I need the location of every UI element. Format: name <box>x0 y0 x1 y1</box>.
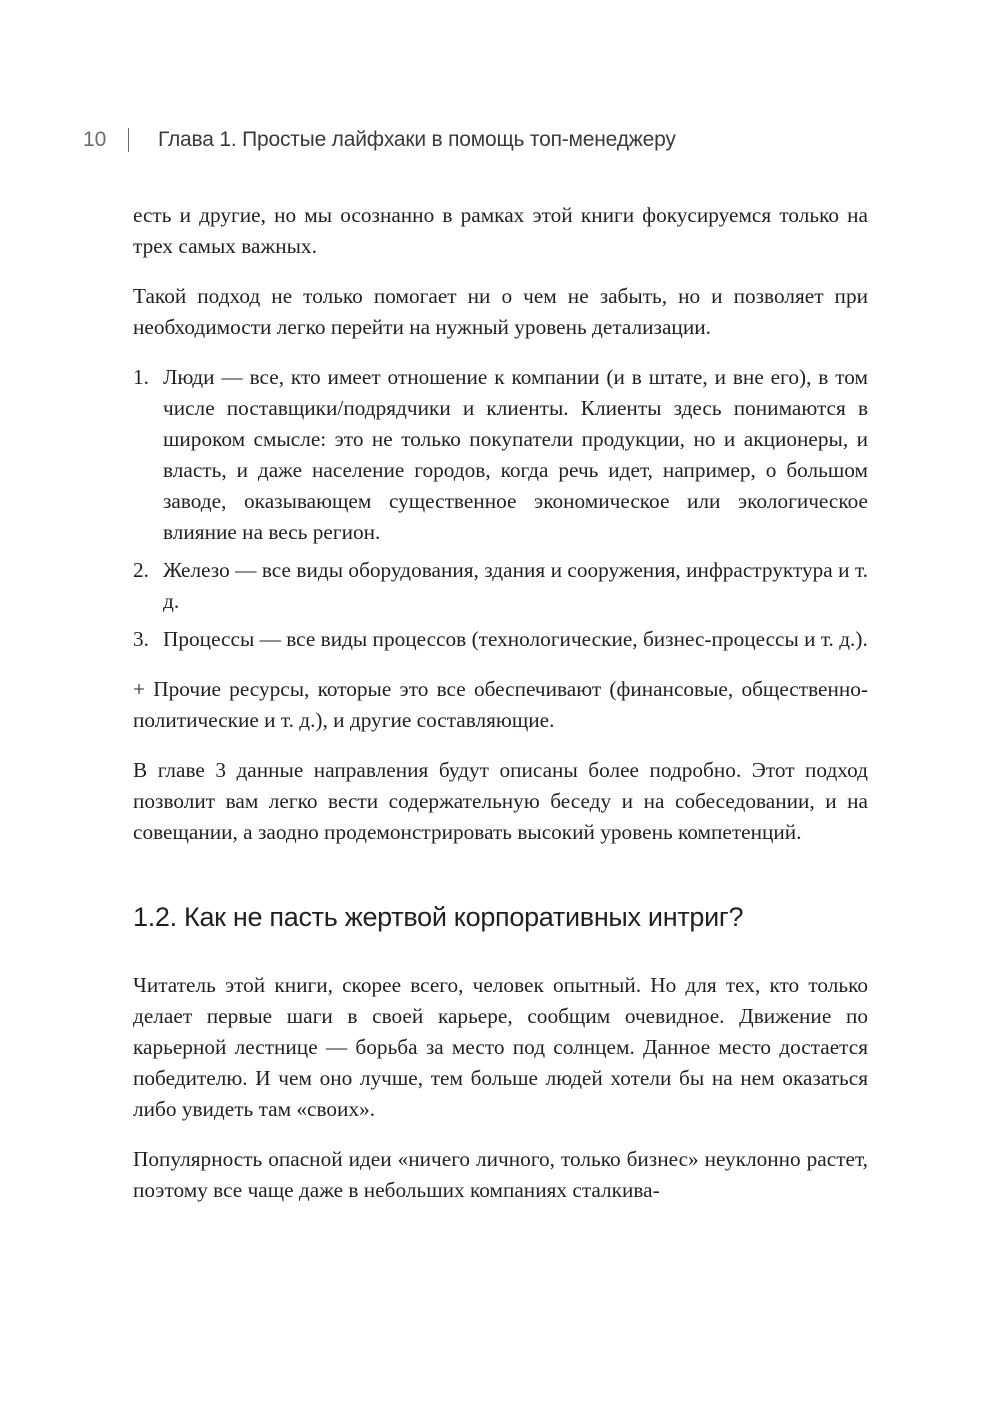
chapter-title: Глава 1. Простые лайфхаки в помощь топ-менеджеру <box>158 128 676 151</box>
body-paragraph: Читатель этой книги, скорее всего, человек опытный. Но для тех, кто только делает первые шаги в своей карьере, сообщим очевидное. Движение по карьерной лестнице — борьба за место под солнцем. Данное место достается победителю. И чем оно лучше, тем больше людей хотели бы на нем оказаться либо увидеть там «своих». <box>133 973 868 1121</box>
list-item-number: 2. <box>133 558 149 582</box>
list-item-number: 1. <box>133 365 149 389</box>
body-paragraph: есть и другие, но мы осознанно в рамках этой книги фокусируемся только на трех самых важных. <box>133 203 868 258</box>
header-divider <box>128 128 129 152</box>
list-item <box>133 624 868 655</box>
body-paragraph: + Прочие ресурсы, которые это все обеспечивают (финансовые, общественно-политические и т. д.), и другие составляющие. <box>133 677 868 732</box>
list-item-text: Процессы — все виды процессов (технологические, бизнес-процессы и т. д.). <box>163 627 868 651</box>
list-item-text: Железо — все виды оборудования, здания и сооружения, инфраструктура и т. д. <box>163 558 868 613</box>
page-number: 10 <box>83 128 107 151</box>
body-paragraph: Популярность опасной идеи «ничего личного, только бизнес» неуклонно растет, поэтому все чаще даже в небольших компаниях сталкива- <box>133 1147 868 1202</box>
running-header <box>83 124 676 156</box>
numbered-list <box>133 362 868 655</box>
list-item-text: Люди — все, кто имеет отношение к компании (и в штате, и вне его), в том числе поставщики/подрядчики и клиенты. Клиенты здесь понимаются в широком смысле: это не только покупатели продукции, но и акционеры, и власть, и даже население городов, когда речь идет, например, о большом заводе, оказывающем существенное экономическое или экологическое влияние на весь регион. <box>163 365 868 544</box>
body-paragraph: В главе 3 данные направления будут описаны более подробно. Этот подход позволит вам легко вести содержательную беседу и на собеседовании, и на совещании, а заодно продемонстрировать высокий уровень компетенций. <box>133 758 868 844</box>
list-item <box>133 362 868 548</box>
list-item <box>133 555 868 617</box>
section-heading: 1.2. Как не пасть жертвой корпоративных интриг? <box>133 902 744 932</box>
list-item-number: 3. <box>133 627 149 651</box>
body-paragraph: Такой подход не только помогает ни о чем не забыть, но и позволяет при необходимости легко перейти на нужный уровень детализации. <box>133 284 868 339</box>
page-body <box>133 200 868 1225</box>
